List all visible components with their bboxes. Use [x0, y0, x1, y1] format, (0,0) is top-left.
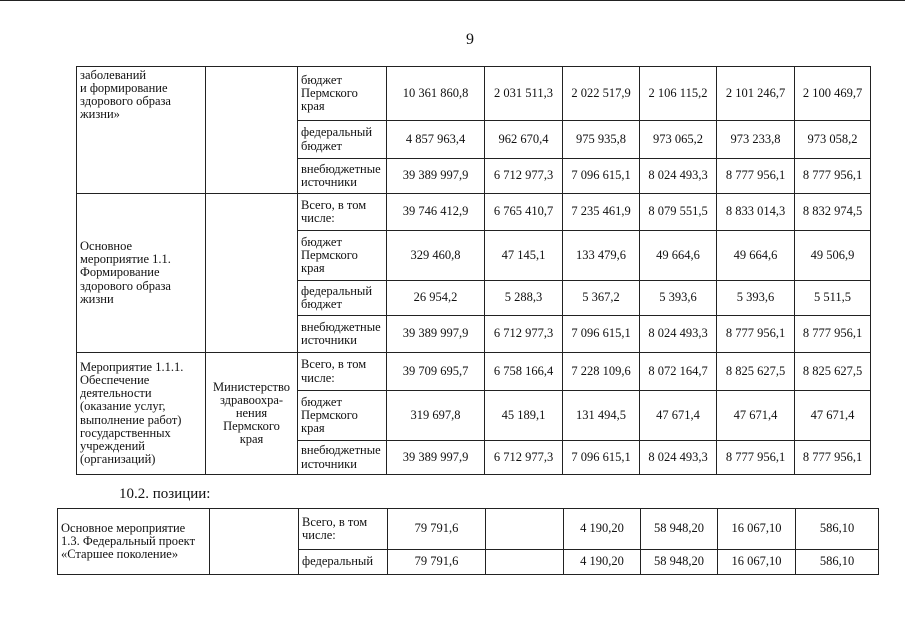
amount-cell: 7 235 461,9: [563, 194, 640, 231]
funding-source-cell: бюджет Пермского края: [298, 231, 387, 281]
amount-cell: 8 832 974,5: [795, 194, 871, 231]
executor-cell: Министерство здравоохра- нения Пермского края: [206, 353, 298, 475]
amount-cell: 8 825 627,5: [717, 353, 795, 391]
amount-cell: 39 389 997,9: [387, 441, 485, 475]
amount-cell: 39 389 997,9: [387, 316, 485, 353]
amount-cell: 2 031 511,3: [485, 67, 563, 121]
amount-cell: 8 024 493,3: [640, 441, 717, 475]
amount-cell: 8 833 014,3: [717, 194, 795, 231]
funding-source-cell: внебюджетные источники: [298, 441, 387, 475]
amount-cell: 2 101 246,7: [717, 67, 795, 121]
amount-cell: 47 671,4: [717, 391, 795, 441]
section-label: 10.2. позиции:: [119, 486, 211, 502]
table-row: [77, 67, 871, 121]
amount-cell: 58 948,20: [641, 550, 718, 575]
budget-table: [76, 66, 871, 475]
amount-cell: 8 072 164,7: [640, 353, 717, 391]
amount-cell: 2 100 469,7: [795, 67, 871, 121]
funding-source-cell: Всего, в том числе:: [298, 353, 387, 391]
amount-cell: 5 393,6: [640, 281, 717, 316]
amount-cell: 5 511,5: [795, 281, 871, 316]
amount-cell: 8 024 493,3: [640, 316, 717, 353]
executor-cell: [206, 67, 298, 194]
amount-cell: 45 189,1: [485, 391, 563, 441]
amount-cell: 79 791,6: [388, 550, 486, 575]
amount-cell: 79 791,6: [388, 509, 486, 550]
amount-cell: 5 288,3: [485, 281, 563, 316]
amount-cell: 6 712 977,3: [485, 316, 563, 353]
amount-cell: 975 935,8: [563, 121, 640, 159]
amount-cell: 586,10: [796, 509, 879, 550]
amount-cell: 39 389 997,9: [387, 159, 485, 194]
amount-cell: 6 712 977,3: [485, 441, 563, 475]
amount-cell: 7 228 109,6: [563, 353, 640, 391]
amount-cell: 2 022 517,9: [563, 67, 640, 121]
funding-source-cell: Всего, в том числе:: [299, 509, 388, 550]
amount-cell: 586,10: [796, 550, 879, 575]
funding-source-cell: Всего, в том числе:: [298, 194, 387, 231]
amount-cell: 4 190,20: [564, 509, 641, 550]
amount-cell: 8 777 956,1: [717, 159, 795, 194]
amount-cell: 49 664,6: [717, 231, 795, 281]
funding-source-cell: бюджет Пермского края: [298, 391, 387, 441]
amount-cell: 131 494,5: [563, 391, 640, 441]
funding-source-cell: федеральный бюджет: [298, 281, 387, 316]
executor-cell: [210, 509, 299, 575]
funding-source-cell: федеральный: [299, 550, 388, 575]
amount-cell: 39 709 695,7: [387, 353, 485, 391]
amount-cell: [486, 509, 564, 550]
amount-cell: 39 746 412,9: [387, 194, 485, 231]
funding-source-cell: бюджет Пермского края: [298, 67, 387, 121]
amount-cell: 973 058,2: [795, 121, 871, 159]
amount-cell: 8 825 627,5: [795, 353, 871, 391]
funding-source-cell: внебюджетные источники: [298, 316, 387, 353]
amount-cell: 4 190,20: [564, 550, 641, 575]
amount-cell: 2 106 115,2: [640, 67, 717, 121]
table-row: [77, 194, 871, 231]
amount-cell: 49 506,9: [795, 231, 871, 281]
amount-cell: 7 096 615,1: [563, 159, 640, 194]
amount-cell: [486, 550, 564, 575]
amount-cell: 8 024 493,3: [640, 159, 717, 194]
amount-cell: 4 857 963,4: [387, 121, 485, 159]
amount-cell: 47 671,4: [795, 391, 871, 441]
amount-cell: 319 697,8: [387, 391, 485, 441]
amount-cell: 5 367,2: [563, 281, 640, 316]
activity-name-cell: заболеваний и формирование здорового образа жизни»: [77, 67, 206, 194]
page-top-border: [0, 0, 905, 1]
funding-source-cell: внебюджетные источники: [298, 159, 387, 194]
amount-cell: 8 079 551,5: [640, 194, 717, 231]
activity-name-cell: Основное мероприятие 1.3. Федеральный проект «Старшее поколение»: [58, 509, 210, 575]
amount-cell: 16 067,10: [718, 509, 796, 550]
positions-table: [57, 508, 879, 575]
activity-name-cell: Мероприятие 1.1.1. Обеспечение деятельности (оказание услуг, выполнение работ) государственных учреждений (организаций): [77, 353, 206, 475]
amount-cell: 49 664,6: [640, 231, 717, 281]
executor-cell: [206, 194, 298, 353]
amount-cell: 133 479,6: [563, 231, 640, 281]
amount-cell: 8 777 956,1: [717, 441, 795, 475]
amount-cell: 7 096 615,1: [563, 316, 640, 353]
funding-source-cell: федеральный бюджет: [298, 121, 387, 159]
amount-cell: 8 777 956,1: [795, 159, 871, 194]
amount-cell: 973 065,2: [640, 121, 717, 159]
amount-cell: 7 096 615,1: [563, 441, 640, 475]
amount-cell: 47 145,1: [485, 231, 563, 281]
amount-cell: 329 460,8: [387, 231, 485, 281]
amount-cell: 8 777 956,1: [717, 316, 795, 353]
amount-cell: 6 712 977,3: [485, 159, 563, 194]
amount-cell: 962 670,4: [485, 121, 563, 159]
amount-cell: 16 067,10: [718, 550, 796, 575]
amount-cell: 973 233,8: [717, 121, 795, 159]
amount-cell: 8 777 956,1: [795, 441, 871, 475]
amount-cell: 6 765 410,7: [485, 194, 563, 231]
amount-cell: 6 758 166,4: [485, 353, 563, 391]
table-row: [58, 509, 879, 550]
amount-cell: 47 671,4: [640, 391, 717, 441]
amount-cell: 5 393,6: [717, 281, 795, 316]
table-row: [77, 353, 871, 391]
activity-name-cell: Основное мероприятие 1.1. Формирование здорового образа жизни: [77, 194, 206, 353]
amount-cell: 10 361 860,8: [387, 67, 485, 121]
amount-cell: 26 954,2: [387, 281, 485, 316]
page-number: 9: [466, 31, 474, 48]
amount-cell: 58 948,20: [641, 509, 718, 550]
amount-cell: 8 777 956,1: [795, 316, 871, 353]
